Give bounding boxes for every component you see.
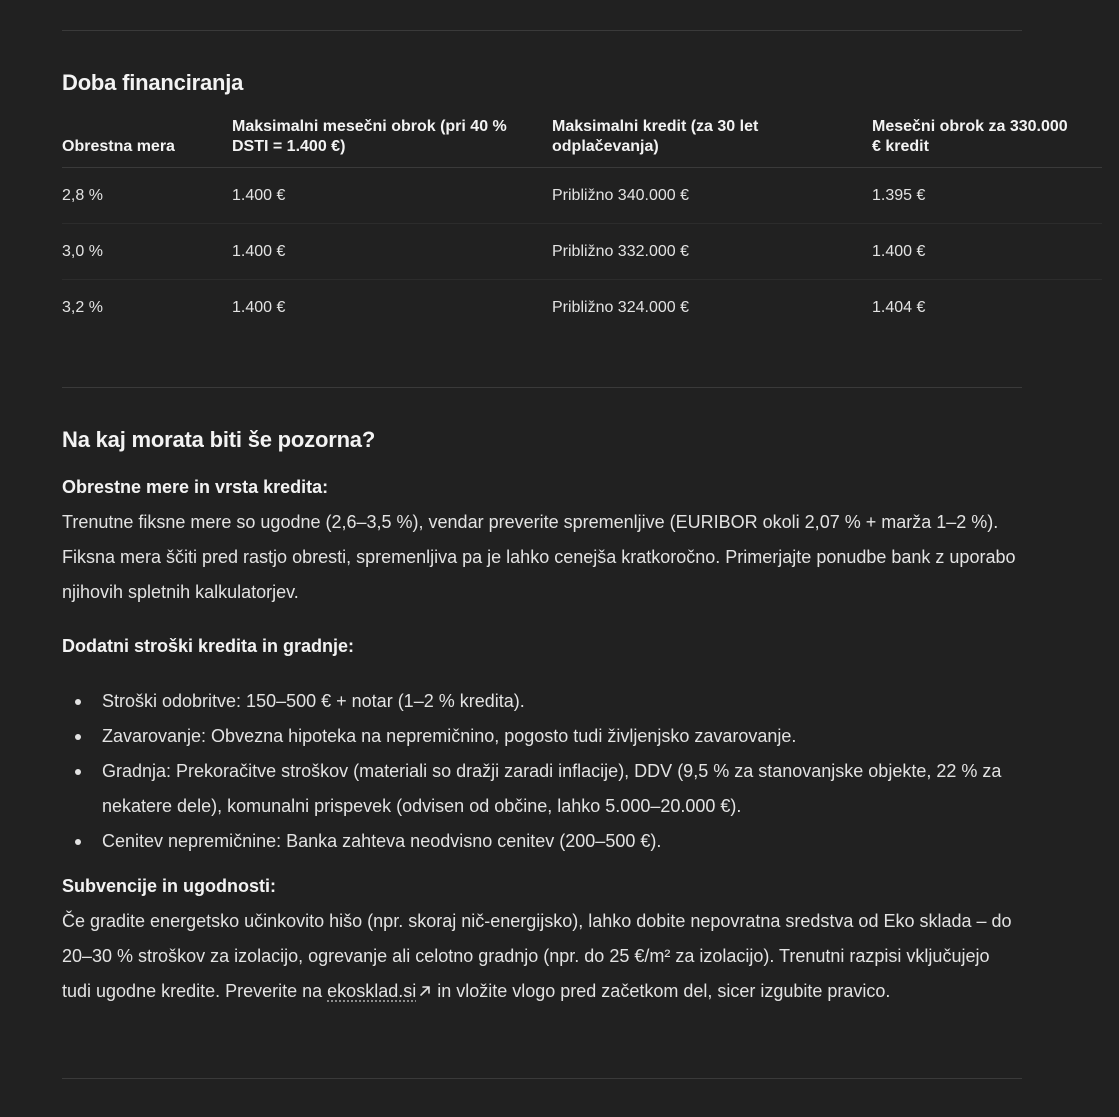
- list-item: Stroški odobritve: 150–500 € + notar (1–2 % kredita).: [102, 684, 1022, 719]
- subsidies-label: Subvencije in ugodnosti:: [62, 876, 277, 896]
- subsidies-text: Če gradite energetsko učinkovito hišo (npr. skoraj nič-energijsko), lahko dobite nepovratna sredstva od Eko sklada – do 20–30 % stroškov za izolacijo, ogrevanje ali celotno gradnjo (npr. do 25 €/m² za izolacijo). Trenutni razpisi vključujejo tudi ugodne kredite. Preverite na ekosklad.si in vložite vlogo pred začetkom del, sicer izgubite pravico.: [62, 911, 1012, 1001]
- ekosklad-link[interactable]: ekosklad.si: [327, 981, 417, 1001]
- divider: [62, 1078, 1022, 1079]
- costs-list: [62, 684, 1022, 859]
- costs-label: Dodatni stroški kredita in gradnje:: [62, 636, 355, 656]
- table-cell: Približno 324.000 €: [552, 298, 689, 316]
- section-heading: Doba financiranja: [62, 70, 244, 95]
- table-row: [62, 224, 1102, 280]
- table-cell: 1.400 €: [232, 298, 286, 316]
- table-cell: 1.400 €: [872, 224, 1102, 280]
- column-header: Mesečni obrok za 330.000 € kredit: [872, 114, 1102, 168]
- table-row: [62, 168, 1102, 224]
- subsidies-paragraph: [62, 869, 1022, 1009]
- divider: [62, 387, 1022, 388]
- section-heading: Na kaj morata biti še pozorna?: [62, 427, 376, 452]
- column-header: Obrestna mera: [62, 114, 232, 168]
- financing-table: [62, 114, 1102, 335]
- table-cell: 1.395 €: [872, 168, 1102, 224]
- table-cell: 3,0 %: [62, 224, 232, 280]
- table-header-row: [62, 114, 1102, 168]
- list-item: Gradnja: Prekoračitve stroškov (materiali so dražji zaradi inflacije), DDV (9,5 % za stanovanjske objekte, 22 % za nekatere dele), komunalni prispevek (odvisen od občine, lahko 5.000–20.000 €).: [102, 754, 1022, 824]
- table-cell: 2,8 %: [62, 168, 232, 224]
- column-header: Maksimalni mesečni obrok (pri 40 % DSTI = 1.400 €): [232, 114, 552, 168]
- table-cell: 1.400 €: [232, 168, 552, 224]
- table-cell: 3,2 %: [62, 298, 103, 316]
- interest-paragraph: [62, 470, 1022, 610]
- column-header: Maksimalni kredit (za 30 let odplačevanja): [552, 114, 872, 168]
- list-item: Zavarovanje: Obvezna hipoteka na nepremičnino, pogosto tudi življenjsko zavarovanje.: [102, 719, 1022, 754]
- table-row: [62, 280, 1102, 336]
- table-cell: Približno 340.000 €: [552, 168, 872, 224]
- table-cell: 1.404 €: [872, 298, 926, 316]
- interest-label: Obrestne mere in vrsta kredita:: [62, 477, 329, 497]
- list-item: Cenitev nepremičnine: Banka zahteva neodvisno cenitev (200–500 €).: [102, 824, 1022, 859]
- table-cell: Približno 332.000 €: [552, 224, 872, 280]
- table-cell: 1.400 €: [232, 224, 552, 280]
- interest-text: Trenutne fiksne mere so ugodne (2,6–3,5 %), vendar preverite spremenljive (EURIBOR okoli 2,07 % + marža 1–2 %). Fiksna mera ščiti pred rastjo obresti, spremenljiva pa je lahko cenejša kratkoročno. Primerjajte ponudbe bank z uporabo njihovih spletnih kalkulatorjev.: [62, 512, 1016, 602]
- divider: [62, 30, 1022, 31]
- external-link-icon[interactable]: [418, 984, 432, 998]
